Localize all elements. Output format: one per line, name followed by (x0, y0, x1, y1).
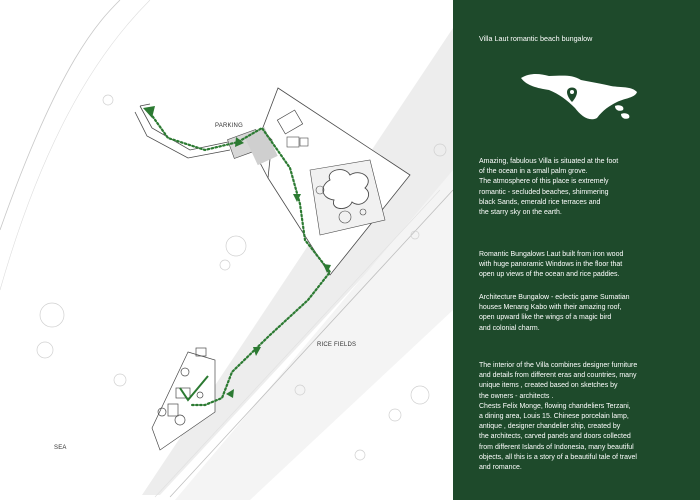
description-paragraph-1: Amazing, fabulous Villa is situated at the foot of the ocean in a small palm grove. The atmosphere of this place is extremely romantic - secluded beaches, shimmering black Sands, emerald rice terraces and the starry sky on the earth. (479, 158, 619, 217)
rice-fields-label: RICE FIELDS (317, 342, 357, 348)
description-paragraph-2: Romantic Bungalows Laut built from iron wood with huge panoramic Windows in the floor that open up views of the ocean and rice paddies. (479, 251, 624, 279)
parking-label: PARKING (215, 123, 243, 129)
island-map-icon (519, 66, 639, 126)
description-paragraph-3: Architecture Bungalow - eclectic game Sumatian houses Menang Kabo with their amazing roof, open upward like the wings of a magic bird and colonial charm. (479, 294, 630, 332)
sea-label: SEA (54, 445, 67, 451)
info-panel (453, 0, 700, 500)
description-paragraph-4: The interior of the Villa combines designer furniture and details from different eras and countries, many unique items , created based on sketches by the owners - architects . Chests Felix Monge, flowing chandeliers Terzani, a dining area, Louis 15. Chinese porcelain lamp, antique , designer chandelier ship, created by the architects, carved panels and doors collected from different Islands of Indonesia, many beautiful objects, all this is a story of a beautiful tale of travel and romance. (479, 362, 638, 472)
shore-line (0, 0, 150, 290)
panel-title: Villa Laut romantic beach bungalow (479, 34, 593, 43)
coastline (0, 0, 120, 230)
